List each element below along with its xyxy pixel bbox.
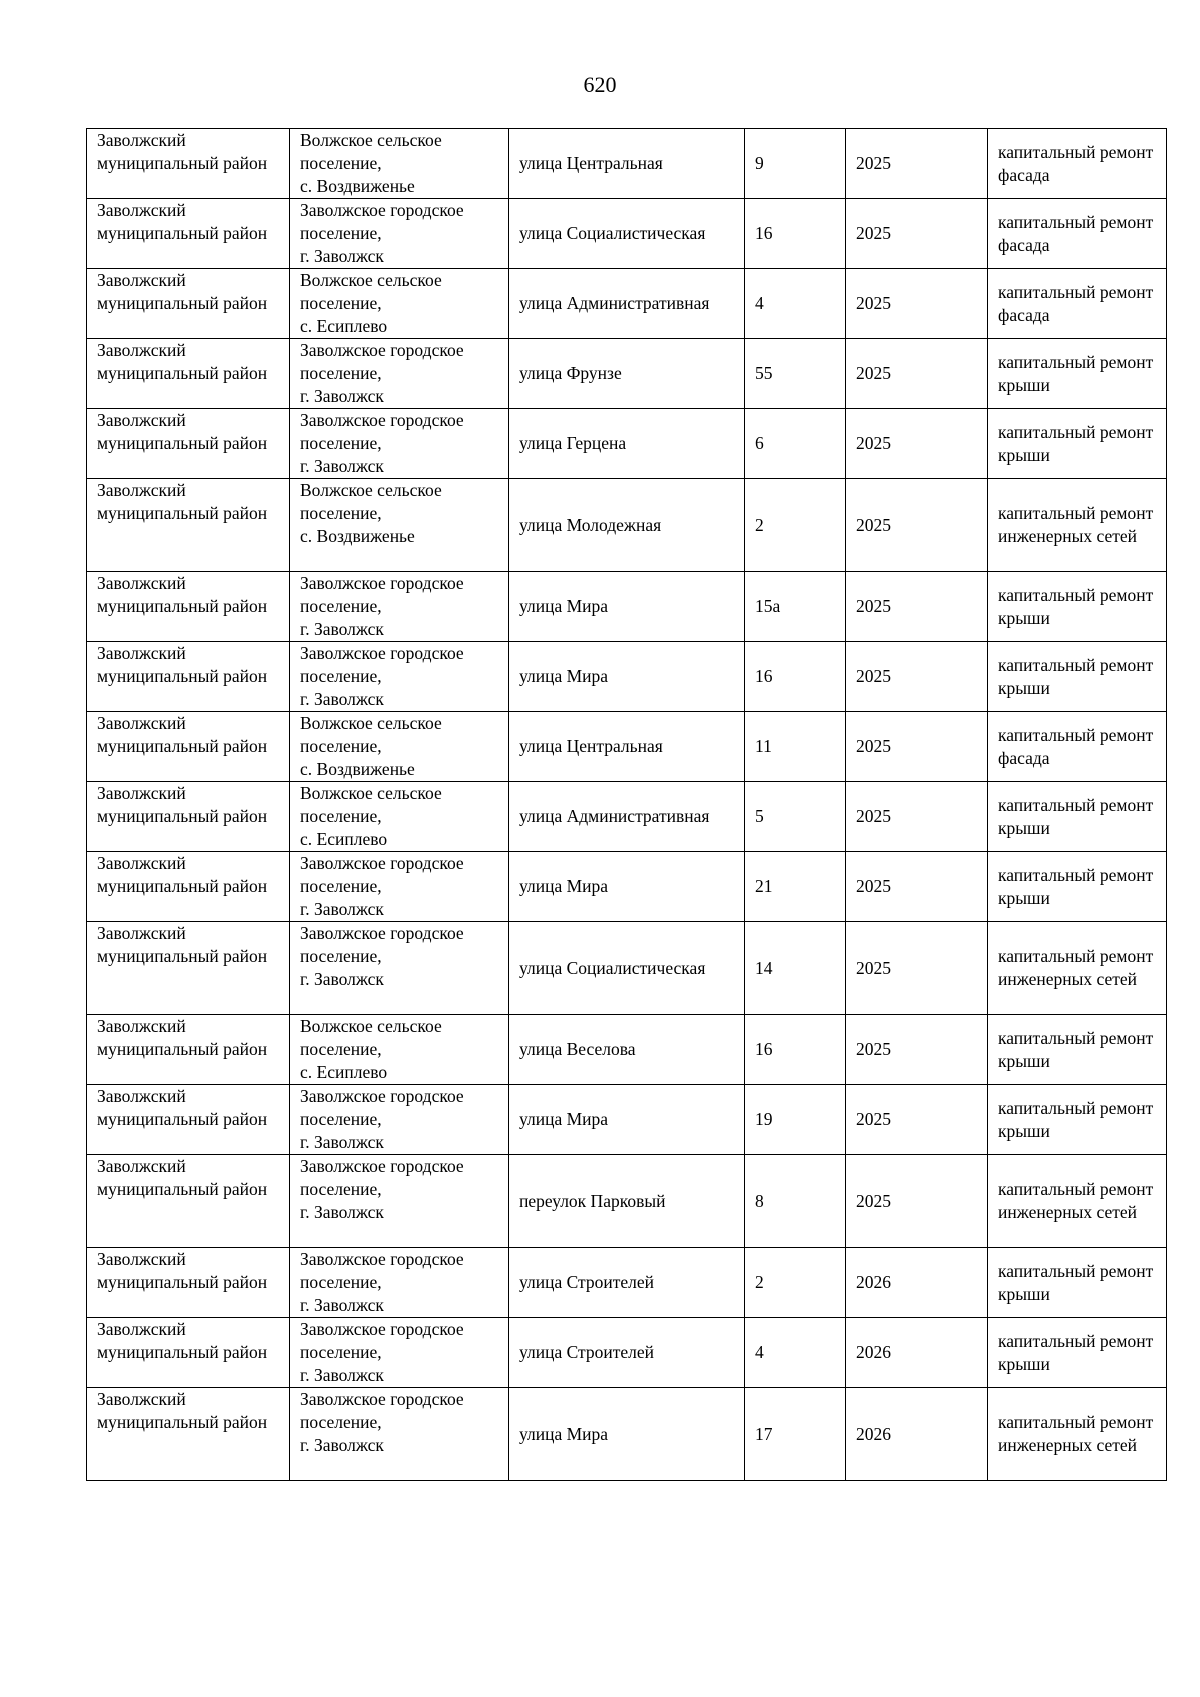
district-cell: Заволжский муниципальный район bbox=[87, 269, 290, 339]
settlement-name: Волжское сельское поселение, bbox=[300, 713, 442, 756]
house-cell: 6 bbox=[745, 409, 846, 479]
district-cell: Заволжский муниципальный район bbox=[87, 712, 290, 782]
settlement-cell bbox=[290, 1248, 509, 1318]
house-cell: 21 bbox=[745, 852, 846, 922]
work-type-cell: капитальный ремонт крыши bbox=[988, 1015, 1167, 1085]
work-type-cell: капитальный ремонт крыши bbox=[988, 782, 1167, 852]
settlement-name: Волжское сельское поселение, bbox=[300, 480, 442, 523]
table-row bbox=[87, 1015, 1167, 1085]
settlement-name: Заволжское городское поселение, bbox=[300, 923, 464, 966]
street-cell: улица Строителей bbox=[509, 1318, 745, 1388]
settlement-cell bbox=[290, 712, 509, 782]
street-cell: улица Центральная bbox=[509, 712, 745, 782]
street-cell: улица Административная bbox=[509, 269, 745, 339]
house-cell: 16 bbox=[745, 199, 846, 269]
settlement-cell bbox=[290, 269, 509, 339]
locality-name: г. Заволжск bbox=[300, 1435, 384, 1455]
settlement-cell bbox=[290, 1015, 509, 1085]
settlement-name: Заволжское городское поселение, bbox=[300, 1389, 464, 1432]
district-cell: Заволжский муниципальный район bbox=[87, 1155, 290, 1248]
table-row bbox=[87, 479, 1167, 572]
locality-name: г. Заволжск bbox=[300, 386, 384, 406]
street-cell: улица Веселова bbox=[509, 1015, 745, 1085]
settlement-name: Заволжское городское поселение, bbox=[300, 1086, 464, 1129]
locality-name: с. Есиплево bbox=[300, 1062, 388, 1082]
locality-name: г. Заволжск bbox=[300, 689, 384, 709]
locality-name: г. Заволжск bbox=[300, 1132, 384, 1152]
settlement-name: Заволжское городское поселение, bbox=[300, 410, 464, 453]
locality-name: с. Воздвиженье bbox=[300, 526, 415, 546]
settlement-cell bbox=[290, 642, 509, 712]
locality-name: с. Есиплево bbox=[300, 829, 388, 849]
settlement-name: Волжское сельское поселение, bbox=[300, 270, 442, 313]
locality-name: г. Заволжск bbox=[300, 969, 384, 989]
table-row bbox=[87, 712, 1167, 782]
street-cell: улица Мира bbox=[509, 1388, 745, 1481]
house-cell: 15а bbox=[745, 572, 846, 642]
repair-schedule-table bbox=[86, 128, 1167, 1481]
year-cell: 2025 bbox=[846, 479, 988, 572]
street-cell: улица Социалистическая bbox=[509, 922, 745, 1015]
street-cell: улица Мира bbox=[509, 642, 745, 712]
street-cell: улица Социалистическая bbox=[509, 199, 745, 269]
settlement-cell bbox=[290, 782, 509, 852]
house-cell: 4 bbox=[745, 1318, 846, 1388]
page-number: 620 bbox=[583, 72, 617, 97]
year-cell: 2025 bbox=[846, 852, 988, 922]
table-row bbox=[87, 339, 1167, 409]
settlement-cell bbox=[290, 199, 509, 269]
locality-name: г. Заволжск bbox=[300, 899, 384, 919]
settlement-cell bbox=[290, 852, 509, 922]
year-cell: 2025 bbox=[846, 199, 988, 269]
locality-name: с. Воздвиженье bbox=[300, 176, 415, 196]
work-type-cell: капитальный ремонт инженерных сетей bbox=[988, 922, 1167, 1015]
work-type-cell: капитальный ремонт фасада bbox=[988, 712, 1167, 782]
work-type-cell: капитальный ремонт крыши bbox=[988, 1248, 1167, 1318]
house-cell: 19 bbox=[745, 1085, 846, 1155]
settlement-cell bbox=[290, 922, 509, 1015]
locality-name: г. Заволжск bbox=[300, 619, 384, 639]
settlement-name: Заволжское городское поселение, bbox=[300, 1156, 464, 1199]
settlement-name: Заволжское городское поселение, bbox=[300, 573, 464, 616]
house-cell: 17 bbox=[745, 1388, 846, 1481]
house-cell: 16 bbox=[745, 1015, 846, 1085]
work-type-cell: капитальный ремонт инженерных сетей bbox=[988, 1388, 1167, 1481]
settlement-cell bbox=[290, 1318, 509, 1388]
work-type-cell: капитальный ремонт инженерных сетей bbox=[988, 479, 1167, 572]
district-cell: Заволжский муниципальный район bbox=[87, 922, 290, 1015]
house-cell: 55 bbox=[745, 339, 846, 409]
district-cell: Заволжский муниципальный район bbox=[87, 642, 290, 712]
settlement-cell bbox=[290, 1155, 509, 1248]
year-cell: 2026 bbox=[846, 1248, 988, 1318]
settlement-cell bbox=[290, 1388, 509, 1481]
table-row bbox=[87, 1318, 1167, 1388]
table-body bbox=[87, 129, 1167, 1481]
table-row bbox=[87, 1248, 1167, 1318]
district-cell: Заволжский муниципальный район bbox=[87, 339, 290, 409]
year-cell: 2025 bbox=[846, 712, 988, 782]
work-type-cell: капитальный ремонт крыши bbox=[988, 339, 1167, 409]
work-type-cell: капитальный ремонт крыши bbox=[988, 1085, 1167, 1155]
table-row bbox=[87, 922, 1167, 1015]
house-cell: 5 bbox=[745, 782, 846, 852]
year-cell: 2025 bbox=[846, 642, 988, 712]
work-type-cell: капитальный ремонт инженерных сетей bbox=[988, 1155, 1167, 1248]
table-row bbox=[87, 1388, 1167, 1481]
locality-name: г. Заволжск bbox=[300, 456, 384, 476]
locality-name: г. Заволжск bbox=[300, 1202, 384, 1222]
street-cell: переулок Парковый bbox=[509, 1155, 745, 1248]
street-cell: улица Центральная bbox=[509, 129, 745, 199]
street-cell: улица Молодежная bbox=[509, 479, 745, 572]
district-cell: Заволжский муниципальный район bbox=[87, 479, 290, 572]
settlement-cell bbox=[290, 409, 509, 479]
settlement-cell bbox=[290, 572, 509, 642]
street-cell: улица Герцена bbox=[509, 409, 745, 479]
work-type-cell: капитальный ремонт фасада bbox=[988, 269, 1167, 339]
work-type-cell: капитальный ремонт фасада bbox=[988, 129, 1167, 199]
house-cell: 11 bbox=[745, 712, 846, 782]
district-cell: Заволжский муниципальный район bbox=[87, 409, 290, 479]
work-type-cell: капитальный ремонт крыши bbox=[988, 572, 1167, 642]
settlement-name: Заволжское городское поселение, bbox=[300, 853, 464, 896]
district-cell: Заволжский муниципальный район bbox=[87, 1015, 290, 1085]
district-cell: Заволжский муниципальный район bbox=[87, 1085, 290, 1155]
locality-name: с. Есиплево bbox=[300, 316, 388, 336]
settlement-cell bbox=[290, 479, 509, 572]
district-cell: Заволжский муниципальный район bbox=[87, 199, 290, 269]
table-row bbox=[87, 852, 1167, 922]
street-cell: улица Фрунзе bbox=[509, 339, 745, 409]
work-type-cell: капитальный ремонт фасада bbox=[988, 199, 1167, 269]
settlement-name: Заволжское городское поселение, bbox=[300, 643, 464, 686]
year-cell: 2026 bbox=[846, 1388, 988, 1481]
table-row bbox=[87, 1155, 1167, 1248]
year-cell: 2025 bbox=[846, 1085, 988, 1155]
work-type-cell: капитальный ремонт крыши bbox=[988, 642, 1167, 712]
year-cell: 2025 bbox=[846, 409, 988, 479]
house-cell: 8 bbox=[745, 1155, 846, 1248]
settlement-cell bbox=[290, 339, 509, 409]
house-cell: 16 bbox=[745, 642, 846, 712]
table-row bbox=[87, 782, 1167, 852]
locality-name: г. Заволжск bbox=[300, 1365, 384, 1385]
house-cell: 4 bbox=[745, 269, 846, 339]
settlement-name: Волжское сельское поселение, bbox=[300, 1016, 442, 1059]
house-cell: 2 bbox=[745, 1248, 846, 1318]
locality-name: г. Заволжск bbox=[300, 246, 384, 266]
street-cell: улица Мира bbox=[509, 1085, 745, 1155]
settlement-name: Заволжское городское поселение, bbox=[300, 340, 464, 383]
work-type-cell: капитальный ремонт крыши bbox=[988, 1318, 1167, 1388]
settlement-name: Заволжское городское поселение, bbox=[300, 1249, 464, 1292]
year-cell: 2025 bbox=[846, 572, 988, 642]
settlement-cell bbox=[290, 1085, 509, 1155]
table-row bbox=[87, 1085, 1167, 1155]
year-cell: 2025 bbox=[846, 1015, 988, 1085]
table-row bbox=[87, 572, 1167, 642]
settlement-name: Заволжское городское поселение, bbox=[300, 1319, 464, 1362]
district-cell: Заволжский муниципальный район bbox=[87, 1318, 290, 1388]
house-cell: 2 bbox=[745, 479, 846, 572]
table-row bbox=[87, 199, 1167, 269]
table-row bbox=[87, 642, 1167, 712]
work-type-cell: капитальный ремонт крыши bbox=[988, 409, 1167, 479]
district-cell: Заволжский муниципальный район bbox=[87, 129, 290, 199]
street-cell: улица Административная bbox=[509, 782, 745, 852]
table-row bbox=[87, 409, 1167, 479]
district-cell: Заволжский муниципальный район bbox=[87, 782, 290, 852]
house-cell: 14 bbox=[745, 922, 846, 1015]
year-cell: 2025 bbox=[846, 782, 988, 852]
district-cell: Заволжский муниципальный район bbox=[87, 572, 290, 642]
settlement-cell bbox=[290, 129, 509, 199]
district-cell: Заволжский муниципальный район bbox=[87, 852, 290, 922]
year-cell: 2025 bbox=[846, 269, 988, 339]
year-cell: 2025 bbox=[846, 129, 988, 199]
settlement-name: Волжское сельское поселение, bbox=[300, 130, 442, 173]
year-cell: 2025 bbox=[846, 339, 988, 409]
district-cell: Заволжский муниципальный район bbox=[87, 1388, 290, 1481]
year-cell: 2025 bbox=[846, 1155, 988, 1248]
table-row bbox=[87, 129, 1167, 199]
street-cell: улица Мира bbox=[509, 852, 745, 922]
district-cell: Заволжский муниципальный район bbox=[87, 1248, 290, 1318]
settlement-name: Волжское сельское поселение, bbox=[300, 783, 442, 826]
locality-name: г. Заволжск bbox=[300, 1295, 384, 1315]
street-cell: улица Мира bbox=[509, 572, 745, 642]
house-cell: 9 bbox=[745, 129, 846, 199]
year-cell: 2026 bbox=[846, 1318, 988, 1388]
work-type-cell: капитальный ремонт крыши bbox=[988, 852, 1167, 922]
settlement-name: Заволжское городское поселение, bbox=[300, 200, 464, 243]
year-cell: 2025 bbox=[846, 922, 988, 1015]
street-cell: улица Строителей bbox=[509, 1248, 745, 1318]
locality-name: с. Воздвиженье bbox=[300, 759, 415, 779]
table-row bbox=[87, 269, 1167, 339]
